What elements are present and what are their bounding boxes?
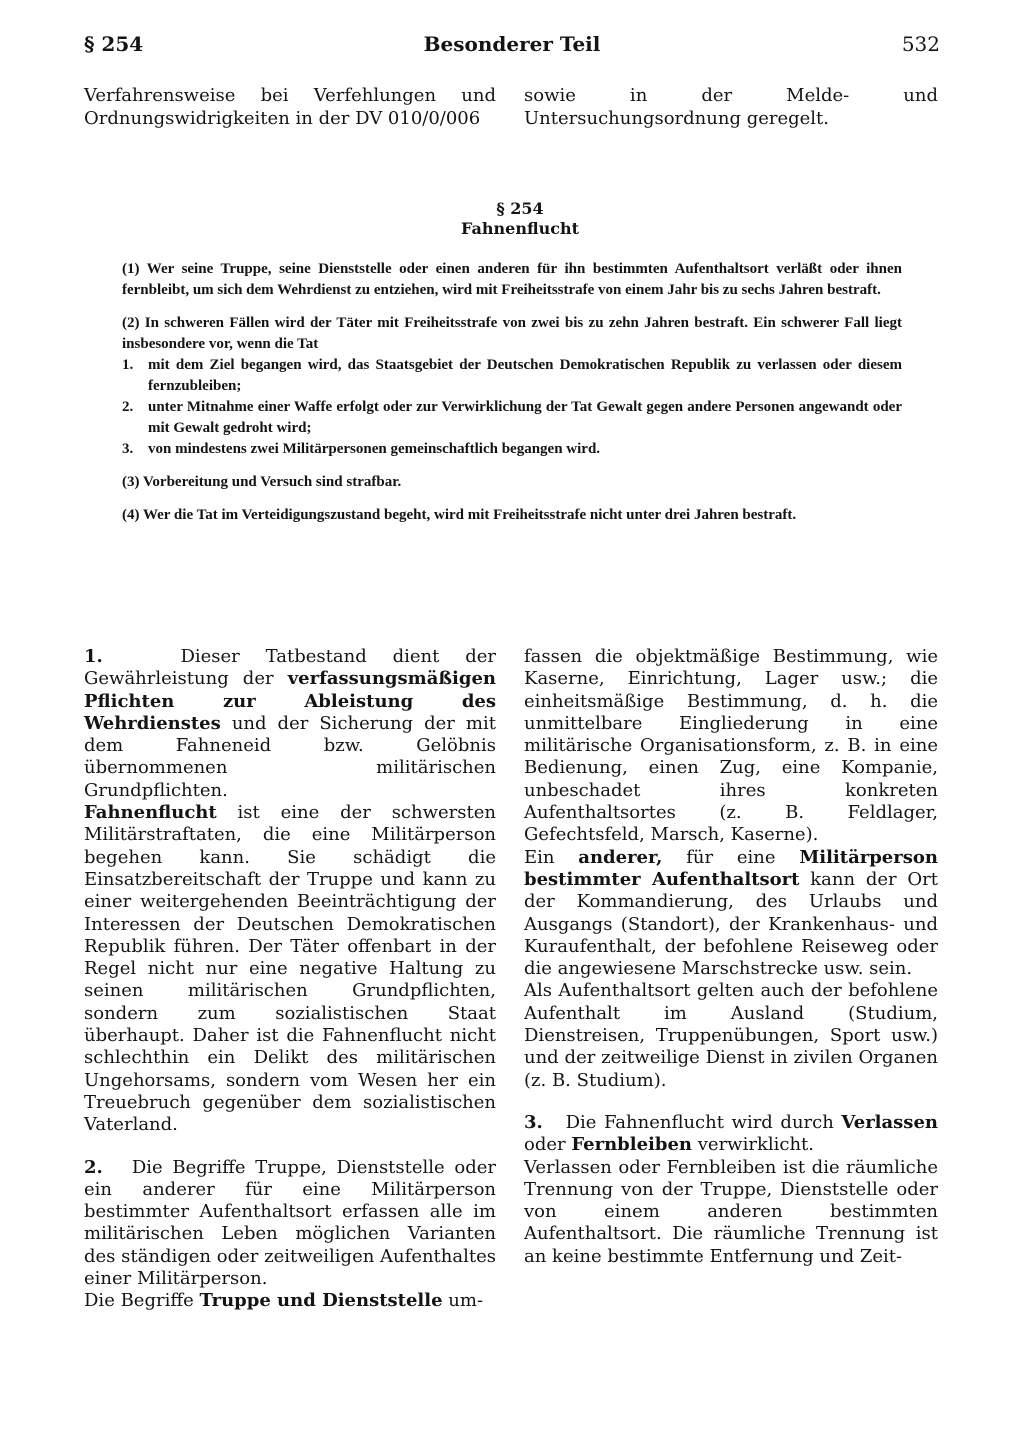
law-paragraph-4: (4) Wer die Tat im Verteidigungszustand begeht, wird mit Freiheitsstrafe nicht unter drei Jahren bestraft.: [122, 507, 797, 523]
intro-right: sowie in der Melde- und Untersuchungsordnung geregelt.: [524, 85, 938, 129]
commentary-note-2-right: fassen die objektmäßige Bestimmung, wie Kaserne, Einrichtung, Lager usw.; die einheitsmäßige Bestimmung, d. h. die unmittelbare Eingliederung in eine militärische Organisationsform, z. B. in eine Bedienung, einen Zug, eine Kompanie, unbeschadet ihres konkreten Aufenthaltsortes (z. B. Feldlager, Gefechtsfeld, Marsch, Kaserne).: [524, 646, 938, 846]
commentary-note-2-right-c: Als Aufenthaltsort gelten auch der befohlene Aufenthalt im Ausland (Studium, Dienstreisen, Truppenübungen, Sport usw.) und der zeitweilige Dienst in zivilen Organen (z. B. Studium).: [524, 980, 938, 1091]
commentary-note-2-cont: Die Begriffe Truppe und Dienststelle um-: [84, 1290, 484, 1312]
intro-left: Verfahrensweise bei Verfehlungen und Ordnungswidrigkeiten in der DV 010/0/006: [84, 85, 496, 129]
commentary-note-1: 1. Dieser Tatbestand dient der Gewährleistung der verfassungsmäßigen Pflichten zur Ableistung des Wehrdienstes und der Sicherung der mit dem Fahneneid bzw. Gelöbnis übernommenen militärischen Grundpflichten.: [84, 646, 497, 801]
law-paragraph-3: (3) Vorbereitung und Versuch sind strafbar.: [122, 474, 402, 490]
law-item-number: 3.: [122, 441, 134, 457]
commentary-note-2: 2. Die Begriffe Truppe, Dienststelle oder ein anderer für eine Militärperson bestimmter Aufenthaltsort erfassen alle im militärischen Leben möglichen Varianten des ständigen oder zeitweiligen Aufenthaltes einer Militärperson.: [84, 1156, 496, 1290]
commentary-note-3-cont: Verlassen oder Fernbleiben ist die räumliche Trennung von der Truppe, Dienststelle oder von einem anderen bestimmten Aufenthaltsort. Die räumliche Trennung ist an keine bestimmte Entfernung und Zeit-: [524, 1156, 938, 1267]
law-section-number: § 254: [496, 199, 544, 218]
commentary-right-column: [524, 646, 938, 1268]
commentary-left-column: [84, 646, 496, 1313]
law-item-text: unter Mitnahme einer Waffe erfolgt oder zur Verwirklichung der Tat Gewalt gegen andere Personen angewandt oder mit Gewalt gedroht wird;: [148, 399, 902, 436]
commentary-note-2-right-b: Ein anderer, für eine Militärperson bestimmter Aufenthaltsort kann der Ort der Kommandierung, des Urlaubs und Ausgangs (Standort), der Krankenhaus- und Kuraufenthalt, der befohlene Reiseweg oder die angewiesene Marschstrecke usw. sein.: [524, 846, 938, 980]
commentary-note-1-cont: Fahnenflucht ist eine der schwersten Militärstraftaten, die eine Militärperson begehen kann. Sie schädigt die Einsatzbereitschaft der Truppe und kann zu einer weitergehenden Beeinträchtigung der Interessen der Deutschen Demokratischen Republik führen. Der Täter offenbart in der Regel nicht nur eine negative Haltung zu seinen militärischen Grundpflichten, sondern zum sozialistischen Staat überhaupt. Daher ist die Fahnenflucht nicht schlechthin ein Delikt des militärischen Ungehorsams, sondern vom Wesen her ein Treuebruch gegenüber dem sozialistischen Vaterland.: [84, 802, 496, 1136]
law-item-text: mit dem Ziel begangen wird, das Staatsgebiet der Deutschen Demokratischen Republik zu verlassen oder diesem fernzubleiben;: [148, 357, 902, 394]
law-text: [122, 259, 902, 538]
header-section-number: § 254: [84, 32, 144, 56]
law-item-text: von mindestens zwei Militärpersonen gemeinschaftlich begangen wird.: [148, 441, 601, 457]
law-item-number: 1.: [122, 357, 134, 373]
law-paragraph-2: (2) In schweren Fällen wird der Täter mit Freiheitsstrafe von zwei bis zu zehn Jahren bestraft. Ein schwerer Fall liegt insbesondere vor, wenn die Tat: [122, 315, 902, 352]
law-item-number: 2.: [122, 399, 134, 415]
law-title: Fahnenflucht: [461, 219, 579, 238]
law-item: [122, 355, 902, 397]
law-item: [122, 397, 902, 439]
law-item: [122, 439, 902, 460]
commentary-note-3: 3. Die Fahnenflucht wird durch Verlassen oder Fernbleiben verwirklicht.: [524, 1111, 938, 1156]
header-title: Besonderer Teil: [423, 32, 601, 56]
law-paragraph-1: (1) Wer seine Truppe, seine Dienststelle oder einen anderen für ihn bestimmten Aufenthaltsort verläßt oder ihnen fernbleibt, um sich dem Wehrdienst zu entziehen, wird mit Freiheitsstrafe von einem Jahr bis zu sechs Jahren bestraft.: [122, 261, 902, 298]
page-number: 532: [901, 32, 940, 56]
